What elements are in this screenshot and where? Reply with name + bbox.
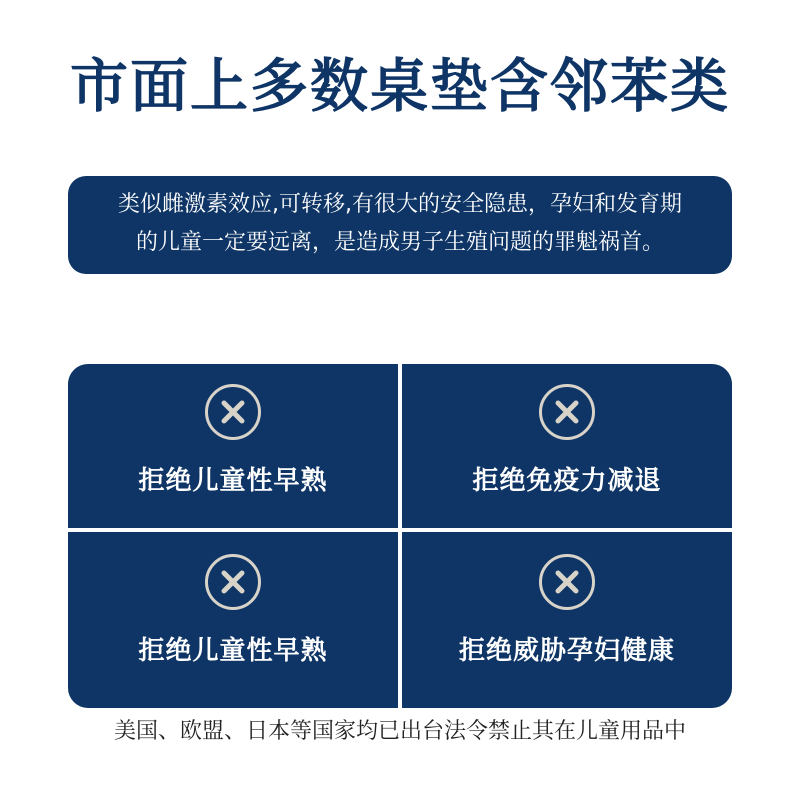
x-circle-icon [205, 554, 261, 610]
x-circle-icon [539, 554, 595, 610]
description-line-2: 的儿童一定要远离，是造成男子生殖问题的罪魁祸首。 [135, 230, 664, 255]
footer-note: 美国、欧盟、日本等国家均已出台法令禁止其在儿童用品中 [113, 719, 686, 744]
warning-card-2 [402, 364, 732, 528]
warning-card-1 [68, 364, 398, 528]
warning-card-label: 拒绝免疫力减退 [472, 466, 662, 496]
warning-card-label: 拒绝儿童性早熟 [138, 636, 328, 666]
warning-grid [68, 364, 732, 708]
x-circle-icon [539, 384, 595, 440]
page-title: 市面上多数桌垫含邻苯类 [69, 52, 730, 120]
description-box [68, 176, 732, 274]
x-circle-icon [205, 384, 261, 440]
warning-card-3 [68, 532, 398, 708]
warning-card-4 [402, 532, 732, 708]
description-line-1: 类似雌激素效应,可转移,有很大的安全隐患，孕妇和发育期 [118, 192, 682, 217]
warning-card-label: 拒绝儿童性早熟 [138, 466, 328, 496]
warning-card-label: 拒绝威胁孕妇健康 [458, 636, 675, 666]
